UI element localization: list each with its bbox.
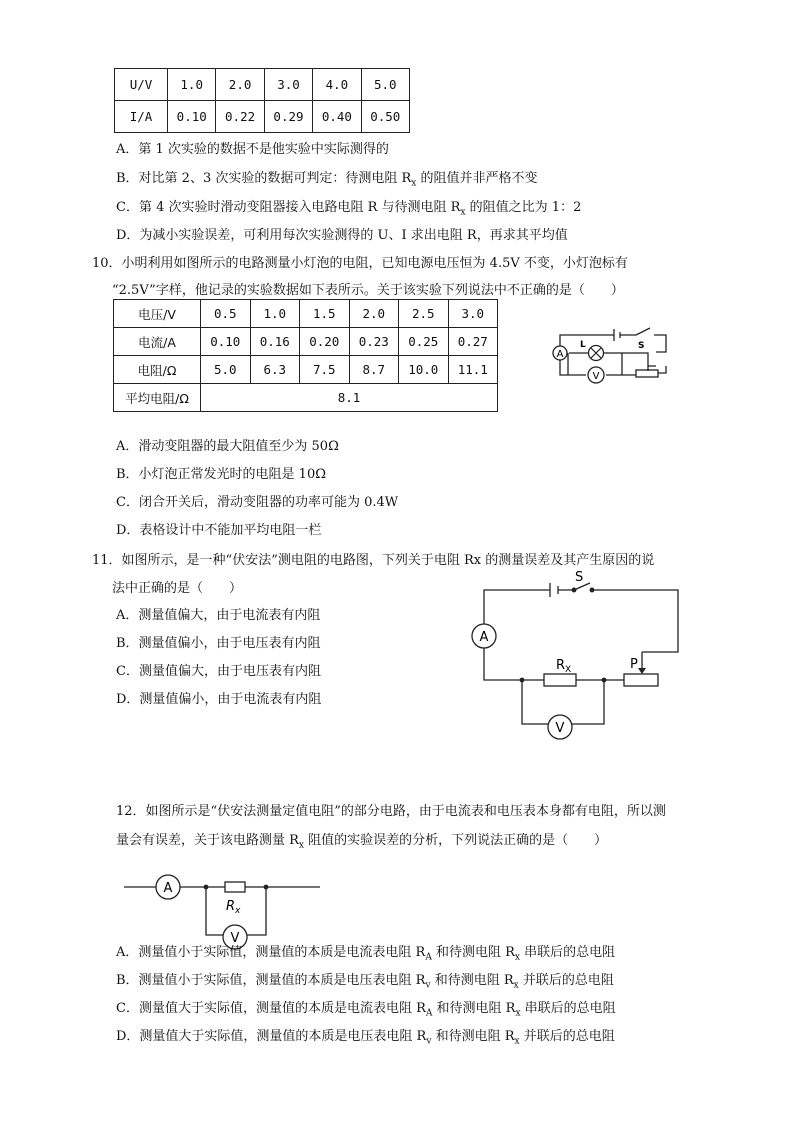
table-row: [114, 328, 498, 356]
option-text: 的阻值并非严格不变: [416, 171, 538, 186]
table-cell: 10.0: [399, 356, 449, 384]
table-cell: 11.1: [448, 356, 498, 384]
ammeter-symbol: [156, 875, 180, 899]
table-row: [114, 356, 498, 384]
q11-circuit-diagram: [460, 568, 690, 748]
q10-circuit-diagram: [538, 326, 674, 384]
option-text: 和待测电阻 R: [432, 1001, 516, 1016]
voltmeter-label: V: [555, 721, 565, 736]
resistor-label: $R_X$: [556, 658, 572, 675]
table-cell: 0.5: [201, 300, 251, 328]
row-label: 电流/A: [114, 328, 201, 356]
ammeter-label: A: [479, 630, 489, 645]
table-cell: 5.0: [361, 69, 409, 101]
table-row: [115, 101, 410, 133]
table-cell: 4.0: [313, 69, 361, 101]
table-cell: 0.29: [264, 101, 312, 133]
table-row: [115, 69, 410, 101]
q12-circuit-diagram: [120, 872, 325, 950]
switch-label: S: [638, 341, 645, 351]
option-text: 串联后的总电阻: [520, 1001, 616, 1016]
voltmeter-label: V: [230, 931, 240, 946]
table-cell: 5.0: [201, 356, 251, 384]
q10-option-c: C．闭合开关后，滑动变阻器的功率可能为 0.4W: [116, 495, 399, 510]
table-cell: 1.0: [250, 300, 300, 328]
subscript: x: [514, 1036, 520, 1047]
q12-option-d: [116, 1025, 615, 1047]
q9-option-b: [116, 167, 538, 189]
table-cell: 2.5: [399, 300, 449, 328]
subscript: A: [425, 952, 432, 963]
ammeter-label: A: [556, 349, 564, 360]
table-cell: 0.10: [201, 328, 251, 356]
subscript: x: [514, 952, 520, 963]
q10-stem-line1: 10．小明利用如图所示的电路测量小灯泡的电阻，已知电源电压恒为 4.5V 不变，小灯泡标有: [92, 256, 628, 271]
q11-option-b: B．测量值偏小，由于电压表有内阻: [116, 636, 321, 651]
table-cell: 2.0: [349, 300, 399, 328]
q10-option-a: A．滑动变阻器的最大阻值至少为 50Ω: [116, 439, 339, 454]
q9-option-d: D．为减小实验误差，可利用每次实验测得的 U、I 求出电阻 R，再求其平均值: [116, 228, 568, 243]
table-cell: 0.40: [313, 101, 361, 133]
slider-label: P: [630, 657, 638, 672]
table-cell: 0.50: [361, 101, 409, 133]
option-text: D．测量值大于实际值，测量值的本质是电压表电阻 R: [116, 1029, 427, 1044]
table-cell: 0.27: [448, 328, 498, 356]
table-cell: 3.0: [264, 69, 312, 101]
table-cell: 7.5: [300, 356, 350, 384]
option-text: 和待测电阻 R: [430, 973, 514, 988]
q12-option-b: [116, 969, 614, 991]
option-text: C．测量值大于实际值，测量值的本质是电流表电阻 R: [116, 1001, 426, 1016]
row-label: 电阻/Ω: [114, 356, 201, 384]
stem-text: 阻值的实验误差的分析，下列说法正确的是（ ）: [304, 833, 608, 848]
q11-stem-line2: 法中正确的是（ ）: [112, 581, 243, 596]
q9-option-a: A．第 1 次实验的数据不是他实验中实际测得的: [116, 142, 389, 157]
data-table-q9: [114, 68, 410, 133]
data-table-q10: [113, 299, 498, 412]
option-text: B．对比第 2、3 次实验的数据可判定：待测电阻 R: [116, 171, 412, 186]
subscript: x: [513, 980, 519, 991]
option-text: 并联后的总电阻: [519, 1029, 615, 1044]
voltmeter-symbol: [588, 367, 604, 383]
ammeter-symbol: [472, 624, 496, 648]
row-label: I/A: [115, 101, 168, 133]
option-text: 的阻值之比为 1：2: [465, 200, 582, 215]
table-row: [114, 384, 498, 412]
table-cell: 0.16: [250, 328, 300, 356]
table-cell: 8.7: [349, 356, 399, 384]
q10-stem-line2: “2.5V”字样，他记录的实验数据如下表所示。关于该实验下列说法中不正确的是（ ）: [112, 283, 624, 298]
table-cell: 0.20: [300, 328, 350, 356]
q11-stem-line1: 11．如图所示，是一种“伏安法”测电阻的电路图，下列关于电阻 Rx 的测量误差及其产生原因的说: [92, 553, 655, 568]
table-cell: 0.10: [168, 101, 216, 133]
table-cell: 0.25: [399, 328, 449, 356]
row-label: 电压/V: [114, 300, 201, 328]
option-text: A．测量值小于实际值，测量值的本质是电流表电阻 R: [116, 945, 426, 960]
row-label: U/V: [115, 69, 168, 101]
q11-option-a: A．测量值偏大，由于电流表有内阻: [116, 608, 321, 623]
subscript: A: [425, 1008, 433, 1019]
lamp-label: L: [580, 340, 586, 350]
lamp-symbol: [580, 340, 604, 361]
q11-option-c: C．测量值偏大，由于电压表有内阻: [116, 664, 321, 679]
resistor-label: $R_x$: [226, 899, 241, 916]
subscript: x: [515, 1008, 521, 1019]
ammeter-symbol: [553, 346, 567, 360]
table-row: [114, 300, 498, 328]
subscript: x: [460, 207, 466, 218]
ammeter-label: A: [163, 881, 173, 896]
voltmeter-label: V: [592, 371, 600, 382]
q10-option-d: D．表格设计中不能加平均电阻一栏: [116, 523, 322, 538]
subscript: x: [411, 178, 417, 189]
stem-text: 量会有误差，关于该电路测量 R: [116, 833, 299, 848]
table-cell: 0.23: [349, 328, 399, 356]
subscript: v: [426, 1036, 432, 1047]
table-cell: 2.0: [216, 69, 264, 101]
q10-option-b: B．小灯泡正常发光时的电阻是 10Ω: [116, 467, 327, 482]
q12-option-c: [116, 997, 616, 1019]
table-cell: 0.22: [216, 101, 264, 133]
table-cell: 1.0: [168, 69, 216, 101]
table-cell: 6.3: [250, 356, 300, 384]
row-label: 平均电阻/Ω: [114, 384, 201, 412]
option-text: 和待测电阻 R: [431, 945, 515, 960]
option-text: B．测量值小于实际值，测量值的本质是电压表电阻 R: [116, 973, 426, 988]
option-text: 并联后的总电阻: [518, 973, 614, 988]
table-cell: 3.0: [448, 300, 498, 328]
option-text: 和待测电阻 R: [431, 1029, 515, 1044]
option-text: 串联后的总电阻: [519, 945, 616, 960]
q9-option-c: [116, 196, 581, 218]
subscript: x: [298, 840, 304, 851]
q12-stem-line2: [116, 829, 607, 851]
table-cell: 8.1: [201, 384, 498, 412]
q11-option-d: D．测量值偏小，由于电流表有内阻: [116, 692, 322, 707]
table-cell: 1.5: [300, 300, 350, 328]
voltmeter-symbol: [548, 715, 572, 739]
q12-option-a: [116, 941, 615, 963]
option-text: C．第 4 次实验时滑动变阻器接入电路电阻 R 与待测电阻 R: [116, 200, 461, 215]
q12-stem-line1: 12．如图所示是“伏安法测量定值电阻”的部分电路，由于电流表和电压表本身都有电阻，所以测: [116, 804, 666, 819]
switch-label: S: [575, 570, 584, 585]
subscript: v: [425, 980, 431, 991]
